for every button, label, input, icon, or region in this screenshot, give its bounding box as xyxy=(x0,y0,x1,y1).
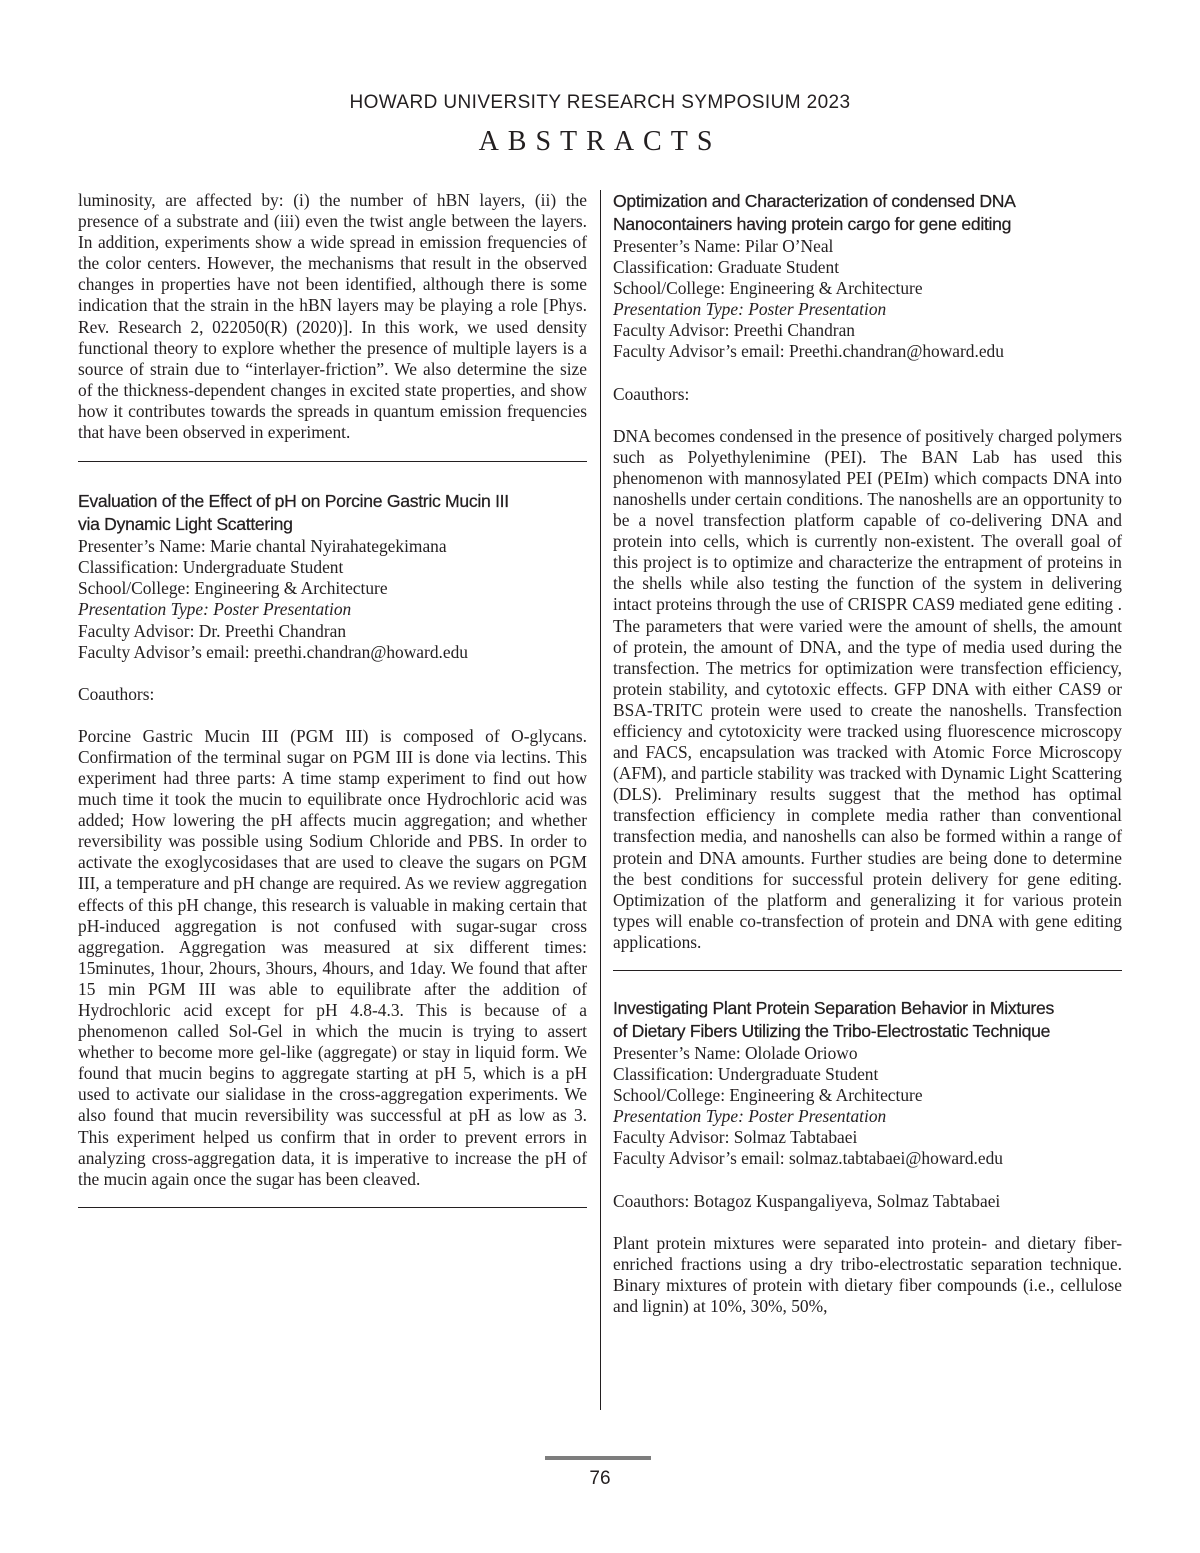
school-college: School/College: Engineering & Architecture xyxy=(613,1085,923,1106)
school-college: School/College: Engineering & Architecture xyxy=(78,578,388,599)
abstract-body: Porcine Gastric Mucin III (PGM III) is composed of O-glycans. Confirmation of the terminal sugar on PGM III is done via lectins. This experiment had three parts: A time stamp experiment to find out how much time it took the mucin to equilibrate once Hydrochloric acid was added; How lowering the pH affects mucin aggregation; and whether reversibility was possible using Sodium Chloride and PBS. In order to activate the exoglycosidases that are used to cleave the sugars on PGM III, a temperature and pH change are required. As we review aggregation effects of this pH change, this research is valuable in making certain that pH-induced aggregation is not confused with sugar-sugar cross aggregation. Aggregation was measured at six different times: 15minutes, 1hour, 2hours, 3hours, 4hours, and 1day. We found that after 15 min PGM III was able to equilibrate after the addition of Hydrochloric acid except for pH 4.8-4.3. This is because of a phenomenon called Sol-Gel in which the mucin is trying to assert whether to become more gel-like (aggregate) or stay in liquid form. We found that mucin begins to aggregate starting at pH 5, which is a pH used to activate our sialidase in the cross-aggregation experiments. We also found that mucin reversibility was successful at pH as low as 3. This experiment helped us confirm that in order to prevent errors in analyzing cross-aggregation data, it is imperative to increase the pH of the mucin again once the sugar has been cleaved. xyxy=(78,725,587,1189)
column-divider xyxy=(600,190,601,1410)
faculty-advisor: Faculty Advisor: Dr. Preethi Chandran xyxy=(78,620,347,641)
abstract-title-line: via Dynamic Light Scattering xyxy=(78,514,293,535)
classification: Classification: Undergraduate Student xyxy=(78,557,344,578)
classification: Classification: Graduate Student xyxy=(613,257,840,278)
abstract-entry xyxy=(78,490,587,1190)
abstract-title-line: Investigating Plant Protein Separation Behavior in Mixtures xyxy=(613,998,1054,1018)
section-title: ABSTRACTS xyxy=(478,126,722,157)
presenter-name: Presenter’s Name: Ololade Oriowo xyxy=(613,1043,858,1063)
school-college: School/College: Engineering & Architecture xyxy=(613,278,923,299)
abstract-title xyxy=(78,490,587,536)
presenter-name: Presenter’s Name: Pilar O’Neal xyxy=(613,236,834,256)
presentation-type: Presentation Type: Poster Presentation xyxy=(78,599,352,620)
abstract-title-line: Nanocontainers having protein cargo for gene editing xyxy=(613,214,1012,234)
page-number: 76 xyxy=(589,1468,611,1489)
coauthors: Coauthors: Botagoz Kuspangaliyeva, Solmaz Tabtabaei xyxy=(613,1190,1001,1211)
abstract-title xyxy=(613,190,1122,236)
coauthors: Coauthors: xyxy=(613,383,690,404)
symposium-header: HOWARD UNIVERSITY RESEARCH SYMPOSIUM 2023 xyxy=(349,92,851,113)
abstract-body: DNA becomes condensed in the presence of positively charged polymers such as Polyethylenimine (PEI). The BAN Lab has used this phenomenon with mannosylated PEI (PEIm) which compacts DNA into nanoshells under certain conditions. The nanoshells are an opportunity to be a novel transfection platform capable of co-delivering DNA and protein into cells, which is currently non-existent. The overall goal of this project is to optimize and characterize the entrapment of proteins in the shells while also testing the function of the system in delivering intact proteins through the use of CRISPR CAS9 mediated gene editing . The parameters that were varied were the amount of shells, the amount of protein, the amount of DNA, and the type of media used during the transfection. The metrics for optimization were transfection efficiency, protein stability, and cytotoxic effects. GFP DNA with either CAS9 or BSA-TRITC protein were used to create the nanoshells. Transfection efficiency and cytotoxicity were tracked using fluorescence microscopy and FACS, encapsulation was tracked with Atomic Force Microscopy (AFM), and particle stability was tracked with Dynamic Light Scattering (DLS). Preliminary results suggest that the method has optimal transfection efficiency in complete media rather than conventional transfection media, and nanoshells can also be formed within a range of protein and DNA amounts. Further studies are being done to determine the best conditions for successful protein delivery for gene editing. Optimization of the platform and generalizing it for various protein types will enable co-transfection of protein and DNA with gene editing applications. xyxy=(613,425,1122,952)
section-divider xyxy=(78,1207,587,1208)
faculty-advisor: Faculty Advisor: Preethi Chandran xyxy=(613,320,855,341)
faculty-advisor-email: Faculty Advisor’s email: Preethi.chandran@howard.edu xyxy=(613,341,1004,362)
left-column xyxy=(78,190,587,1208)
faculty-advisor: Faculty Advisor: Solmaz Tabtabaei xyxy=(613,1127,858,1148)
continued-abstract-text: luminosity, are affected by: (i) the number of hBN layers, (ii) the presence of a substrate and (iii) even the twist angle between the layers. In addition, experiments show a wide spread in emission frequencies of the color centers. However, the mechanisms that result in the observed changes in properties have not been identified, although there is some indication that the strain in the hBN layers may be playing a role [Phys. Rev. Research 2, 022050(R) (2020)]. In this work, we used density functional theory to explore whether the presence of multiple layers is a source of strain due to “interlayer-friction”. We also determine the size of the thickness-dependent changes in excited state properties, and show how it contributes towards the spreads in quantum emission frequencies that have been observed in experiment. xyxy=(78,190,587,443)
faculty-advisor-email: Faculty Advisor’s email: preethi.chandran@howard.edu xyxy=(78,641,468,662)
presenter-name: Presenter’s Name: Marie chantal Nyirahategekimana xyxy=(78,536,447,557)
abstract-title-line: Optimization and Characterization of condensed DNA xyxy=(613,191,1016,211)
page-number-bar xyxy=(545,1456,651,1460)
classification: Classification: Undergraduate Student xyxy=(613,1064,879,1085)
abstract-body: Plant protein mixtures were separated into protein- and dietary fiber-enriched fractions using a dry tribo-electrostatic separation technique. Binary mixtures of protein with dietary fiber compounds (i.e., cellulose and lignin) at 10%, 30%, 50%, xyxy=(613,1232,1122,1316)
right-column xyxy=(613,190,1122,1317)
presentation-type: Presentation Type: Poster Presentation xyxy=(613,1106,887,1127)
abstract-title xyxy=(613,997,1122,1043)
abstract-entry xyxy=(613,997,1122,1317)
abstract-entry xyxy=(613,190,1122,953)
faculty-advisor-email: Faculty Advisor’s email: solmaz.tabtabaei@howard.edu xyxy=(613,1148,1003,1169)
coauthors: Coauthors: xyxy=(78,683,155,704)
presentation-type: Presentation Type: Poster Presentation xyxy=(613,299,887,320)
abstract-title-line: of Dietary Fibers Utilizing the Tribo-Electrostatic Technique xyxy=(613,1021,1051,1041)
abstract-title-line: Evaluation of the Effect of pH on Porcine Gastric Mucin III xyxy=(78,491,509,512)
